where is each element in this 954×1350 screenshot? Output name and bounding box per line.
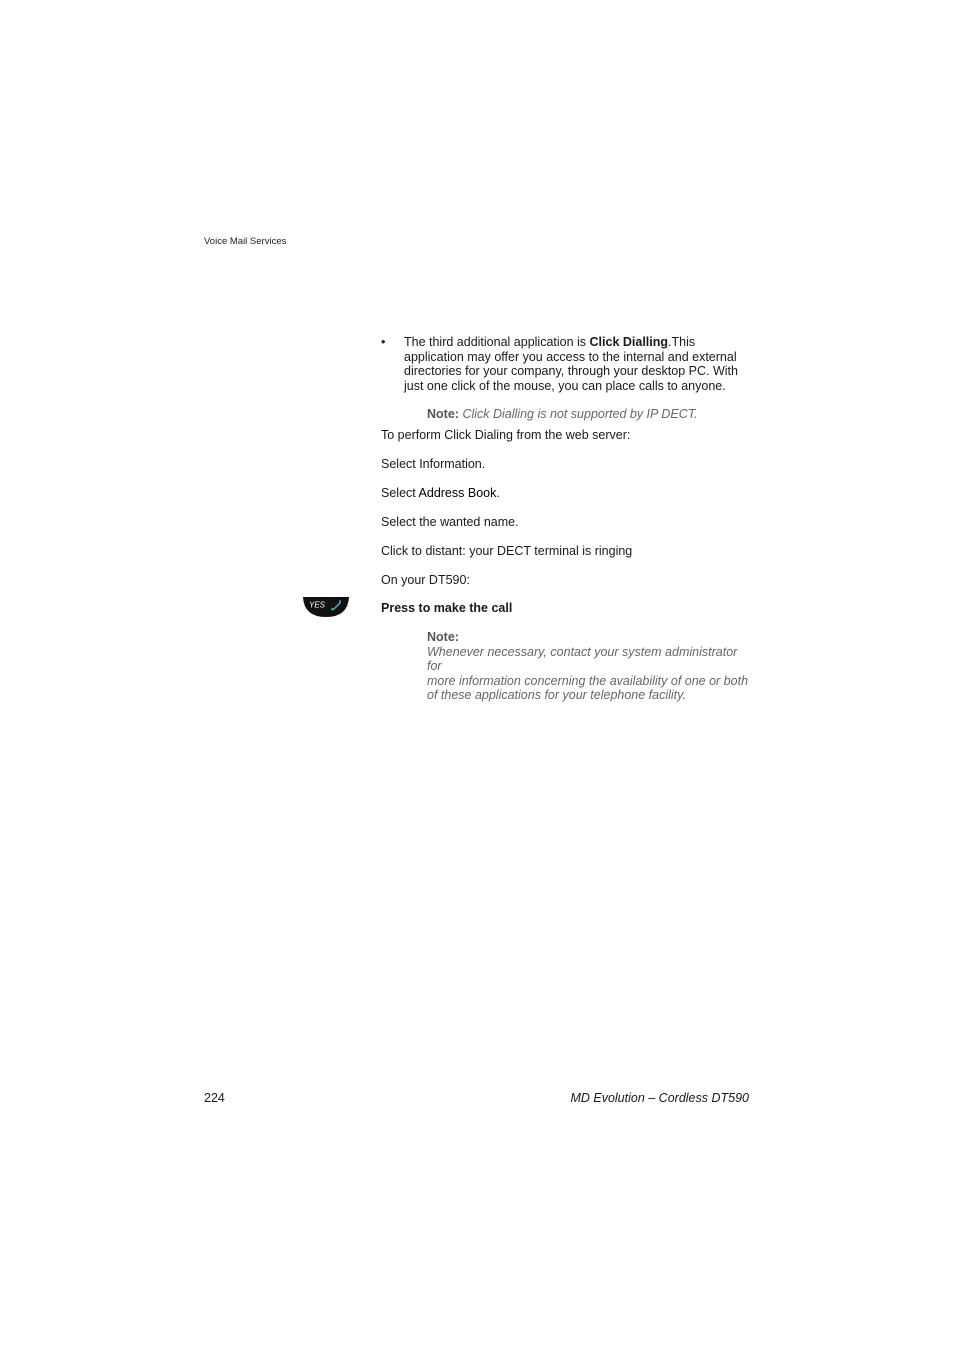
step-suffix: .	[496, 486, 500, 500]
bullet-symbol: •	[381, 335, 386, 349]
note2-label: Note:	[427, 630, 459, 644]
bullet-line-1	[404, 335, 749, 350]
note-text: Click Dialling is not supported by IP DECT.	[462, 407, 698, 421]
bullet-rest: .This	[668, 335, 696, 349]
bullet-line-3: directories for your company, through your desktop PC. With	[404, 364, 738, 379]
note2-line-1: Whenever necessary, contact your system administrator for	[427, 644, 738, 674]
step-select-information: Select Information.	[381, 457, 486, 471]
bullet-line-2: application may offer you access to the internal and external	[404, 349, 737, 364]
yes-key-label: YES	[309, 600, 326, 610]
step-on-dt590: On your DT590:	[381, 573, 470, 587]
note-label: Note:	[427, 407, 459, 421]
note-ip-dect	[427, 407, 698, 422]
page-number: 224	[204, 1091, 225, 1105]
yes-key-icon	[302, 596, 350, 618]
bullet-intro: The third additional application is	[404, 335, 590, 349]
step-prefix: Select	[381, 486, 419, 500]
bullet-paragraph	[404, 335, 749, 393]
footer-title: MD Evolution – Cordless DT590	[570, 1091, 749, 1105]
note-availability	[427, 630, 752, 703]
address-book-term: Address Book	[418, 486, 497, 500]
bullet-line-4: just one click of the mouse, you can place calls to anyone.	[404, 378, 726, 393]
running-header: Voice Mail Services	[204, 236, 287, 247]
step-select-name: Select the wanted name.	[381, 515, 519, 529]
note2-line-3: of these applications for your telephone facility.	[427, 688, 686, 703]
yes-key-graphic	[302, 596, 350, 618]
click-dialling-term: Click Dialling	[589, 335, 669, 349]
step-click-distant: Click to distant: your DECT terminal is ringing	[381, 544, 633, 558]
note2-line-2: more information concerning the availability of one or both	[427, 673, 749, 688]
steps-intro: To perform Click Dialing from the web server:	[381, 428, 631, 442]
press-to-call: Press to make the call	[381, 601, 513, 615]
step-select-address-book	[381, 486, 500, 501]
